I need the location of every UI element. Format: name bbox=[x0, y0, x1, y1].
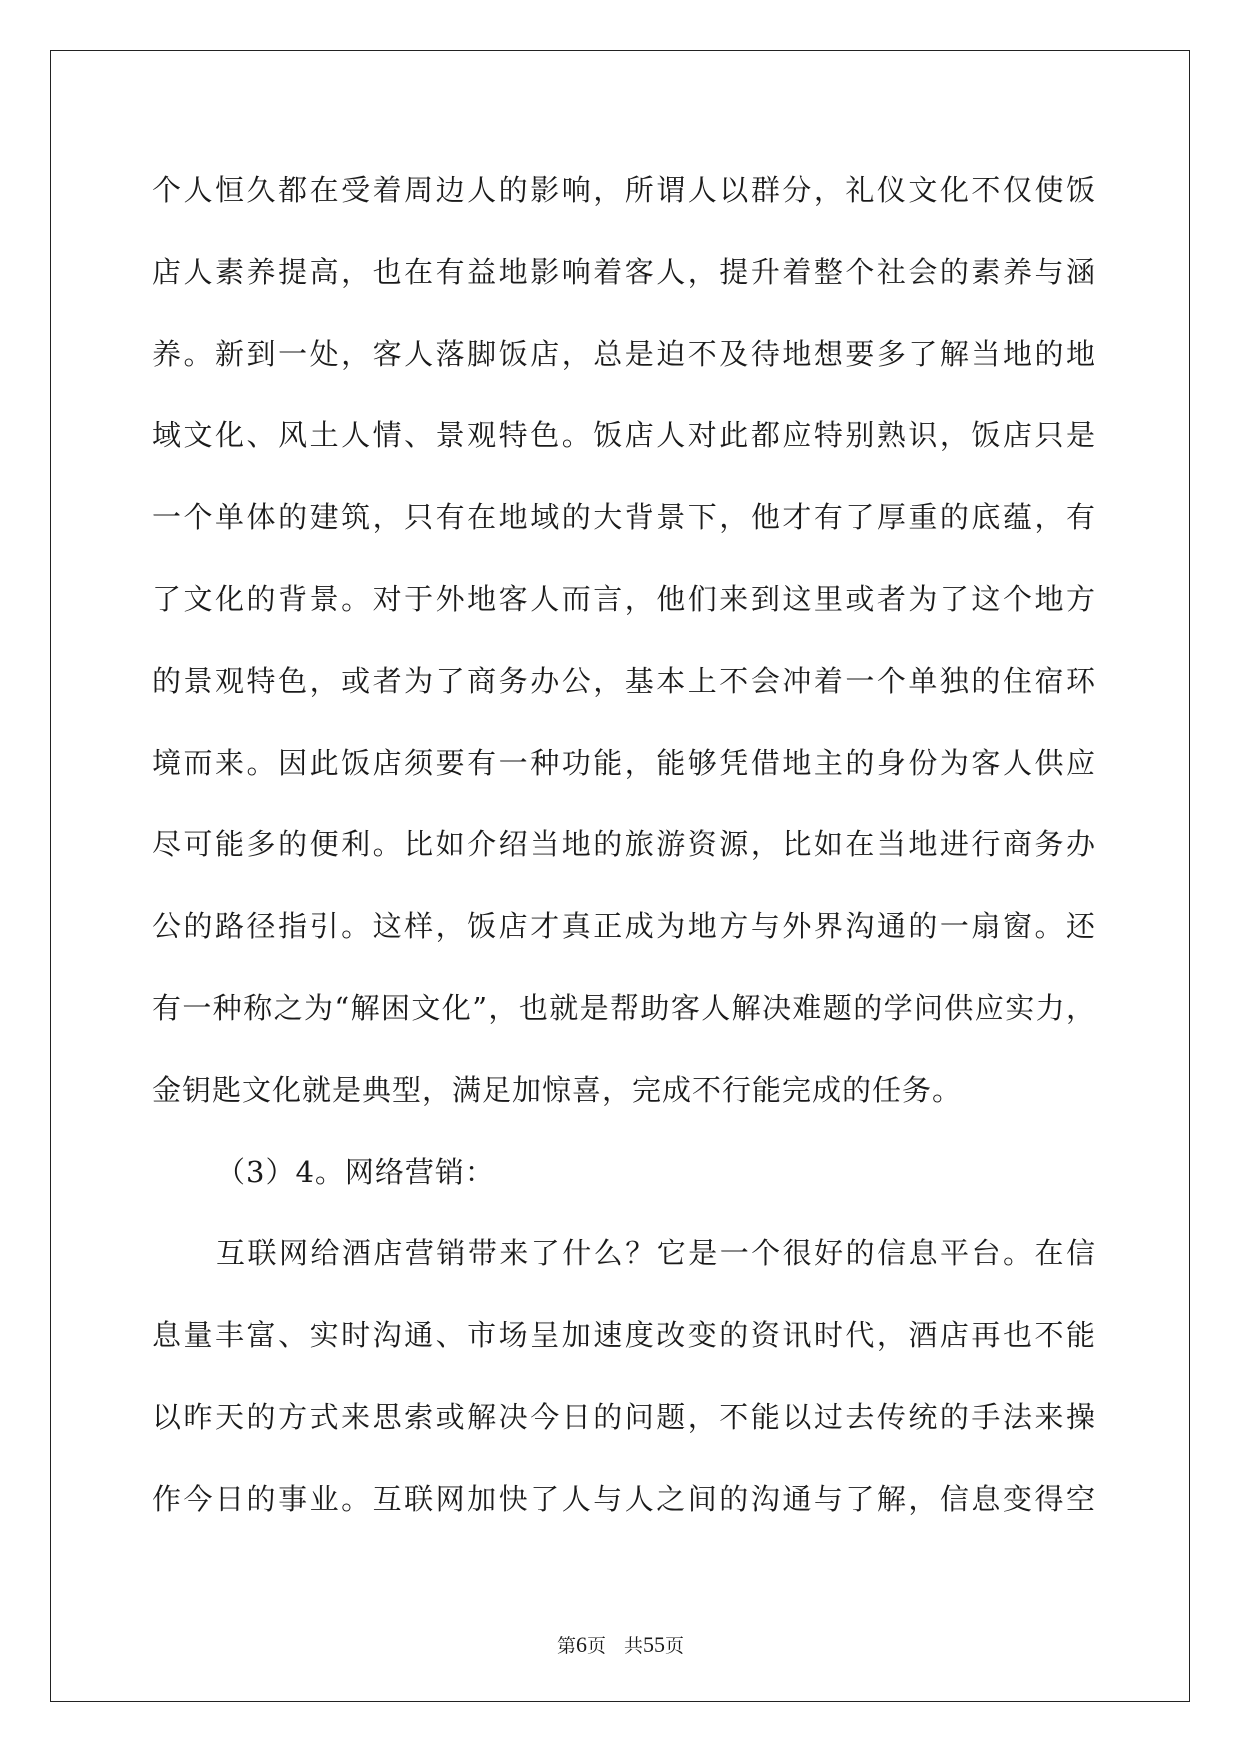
text-line: 了文化的背景。对于外地客人而言，他们来到这里或者为了这个地方 bbox=[152, 581, 1096, 616]
text-line: 域文化、风土人情、景观特色。饭店人对此都应特别熟识，饭店只是 bbox=[152, 418, 1096, 453]
current-page-number: 6 bbox=[575, 1632, 587, 1657]
text-line: 有一种称之为“解困文化”，也就是帮助客人解决难题的学问供应实力， bbox=[152, 990, 1096, 1025]
footer-total-prefix: 共 bbox=[624, 1635, 644, 1657]
paragraph-first-line: 互联网给酒店营销带来了什么？它是一个很好的信息平台。在信 bbox=[216, 1236, 1096, 1271]
text-line: 的景观特色，或者为了商务办公，基本上不会冲着一个单独的住宿环 bbox=[152, 663, 1096, 698]
footer-prefix: 第 bbox=[556, 1635, 576, 1657]
text-line: 店人素养提高，也在有益地影响着客人，提升着整个社会的素养与涵 bbox=[152, 254, 1096, 289]
text-line: 养。新到一处，客人落脚饭店，总是迫不及待地想要多了解当地的地 bbox=[152, 336, 1096, 371]
text-line: 以昨天的方式来思索或解决今日的问题，不能以过去传统的手法来操 bbox=[152, 1399, 1096, 1434]
footer-total-unit: 页 bbox=[665, 1635, 685, 1657]
page-footer bbox=[0, 1633, 1241, 1658]
section-heading: （3）4。网络营销： bbox=[216, 1154, 495, 1189]
text-line: 作今日的事业。互联网加快了人与人之间的沟通与了解，信息变得空 bbox=[152, 1481, 1096, 1516]
text-line: 公的路径指引。这样，饭店才真正成为地方与外界沟通的一扇窗。还 bbox=[152, 909, 1096, 944]
footer-page-unit: 页 bbox=[586, 1635, 606, 1657]
text-line: 息量丰富、实时沟通、市场呈加速度改变的资讯时代，酒店再也不能 bbox=[152, 1318, 1096, 1353]
text-line: 一个单体的建筑，只有在地域的大背景下，他才有了厚重的底蕴，有 bbox=[152, 500, 1096, 535]
text-line: 境而来。因此饭店须要有一种功能，能够凭借地主的身份为客人供应 bbox=[152, 745, 1096, 780]
text-line: 金钥匙文化就是典型，满足加惊喜，完成不行能完成的任务。 bbox=[152, 1072, 963, 1107]
text-line: 尽可能多的便利。比如介绍当地的旅游资源，比如在当地进行商务办 bbox=[152, 827, 1096, 862]
total-pages-number: 55 bbox=[643, 1632, 666, 1657]
document-body bbox=[152, 160, 1096, 1551]
text-line: 个人恒久都在受着周边人的影响，所谓人以群分，礼仪文化不仅使饭 bbox=[152, 173, 1096, 207]
